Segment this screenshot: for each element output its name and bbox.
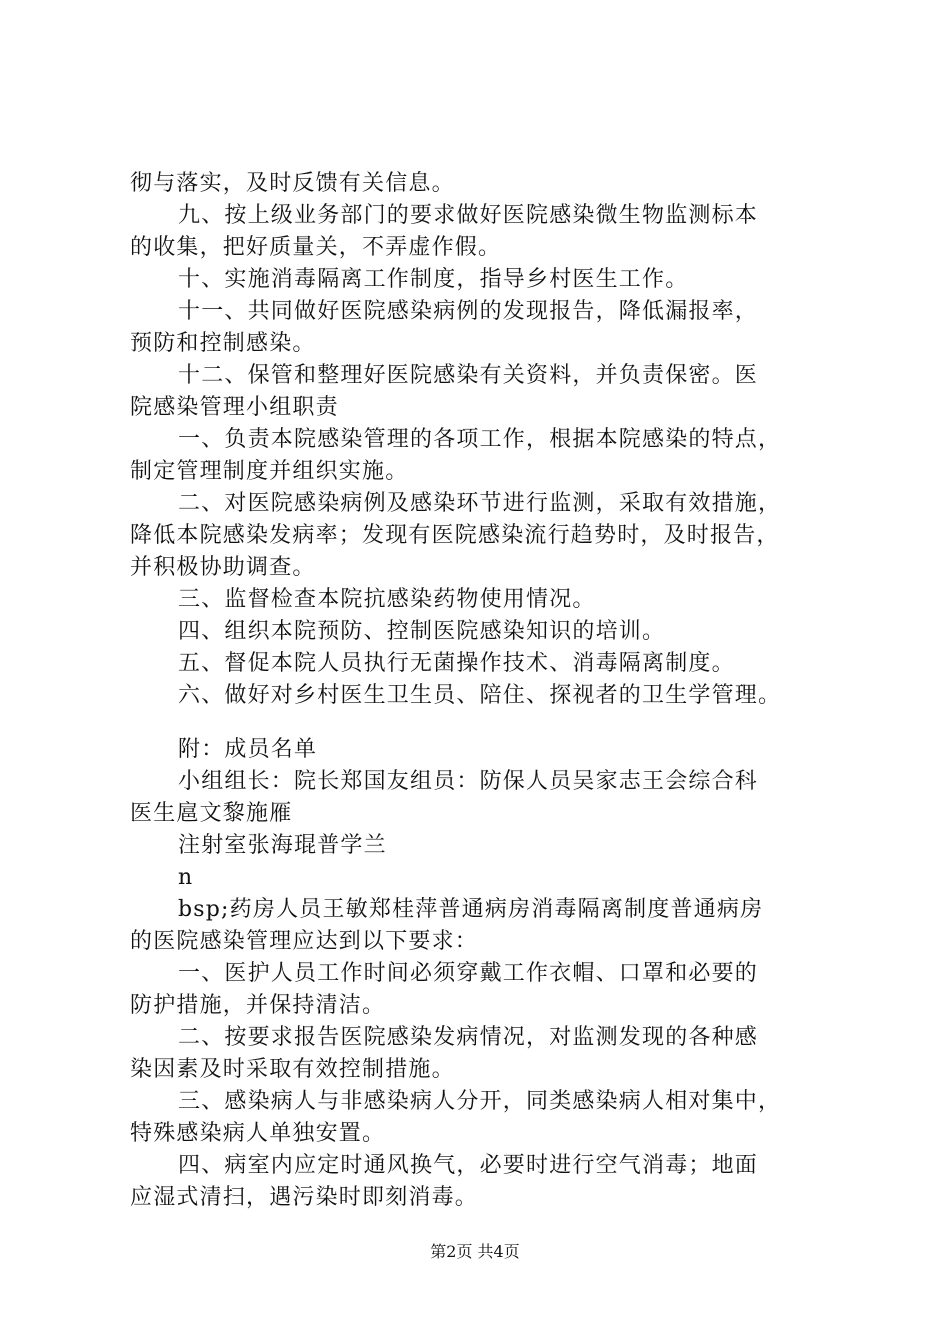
text-line: 十一、共同做好医院感染病例的发现报告，降低漏报率， (178, 299, 759, 324)
text-line: 染因素及时采取有效控制措施。 (130, 1057, 455, 1082)
text-line: 特殊感染病人单独安置。 (130, 1121, 386, 1146)
text-line: 十二、保管和整理好医院感染有关资料，并负责保密。医 (178, 363, 759, 388)
text-line: n (178, 865, 194, 890)
text-line: 的医院感染管理应达到以下要求： (130, 929, 479, 954)
document-body (130, 168, 840, 1214)
text-line: 二、对医院感染病例及感染环节进行监测，采取有效措施， (178, 491, 782, 516)
text-line: 降低本院感染发病率；发现有医院感染流行趋势时，及时报告， (130, 523, 780, 548)
text-line: 二、按要求报告医院感染发病情况，对监测发现的各种感 (178, 1025, 759, 1050)
text-line: bsp;药房人员王敏郑桂萍普通病房消毒隔离制度普通病房 (178, 897, 764, 922)
text-line: 彻与落实，及时反馈有关信息。 (130, 171, 455, 196)
text-line: 一、负责本院感染管理的各项工作，根据本院感染的特点， (178, 427, 782, 452)
text-line: 医生扈文黎施雁 (130, 801, 293, 826)
paragraph-gap (130, 712, 840, 734)
text-line: 预防和控制感染。 (130, 331, 316, 356)
text-line: 六、做好对乡村医生卫生员、陪住、探视者的卫生学管理。 (178, 683, 782, 708)
text-line: 附：成员名单 (178, 737, 318, 762)
text-line: 三、感染病人与非感染病人分开，同类感染病人相对集中， (178, 1089, 782, 1114)
text-line: 注射室张海琨普学兰 (178, 833, 387, 858)
text-line: 三、监督检查本院抗感染药物使用情况。 (178, 587, 596, 612)
page-number-footer: 第2页 共4页 (430, 1242, 520, 1261)
text-line: 应湿式清扫，遇污染时即刻消毒。 (130, 1185, 479, 1210)
text-line: 的收集，把好质量关，不弄虚作假。 (130, 235, 502, 260)
text-line: 小组组长：院长郑国友组员：防保人员吴家志王会综合科 (178, 769, 759, 794)
text-line: 院感染管理小组职责 (130, 395, 339, 420)
text-line: 防护措施，并保持清洁。 (130, 993, 386, 1018)
text-line: 并积极协助调查。 (130, 555, 316, 580)
text-line: 四、组织本院预防、控制医院感染知识的培训。 (178, 619, 666, 644)
text-line: 九、按上级业务部门的要求做好医院感染微生物监测标本 (178, 203, 759, 228)
text-line: 五、督促本院人员执行无菌操作技术、消毒隔离制度。 (178, 651, 735, 676)
text-line: 一、医护人员工作时间必须穿戴工作衣帽、口罩和必要的 (178, 961, 759, 986)
text-line: 四、病室内应定时通风换气，必要时进行空气消毒；地面 (178, 1153, 759, 1178)
text-line: 制定管理制度并组织实施。 (130, 459, 409, 484)
text-line: 十、实施消毒隔离工作制度，指导乡村医生工作。 (178, 267, 689, 292)
